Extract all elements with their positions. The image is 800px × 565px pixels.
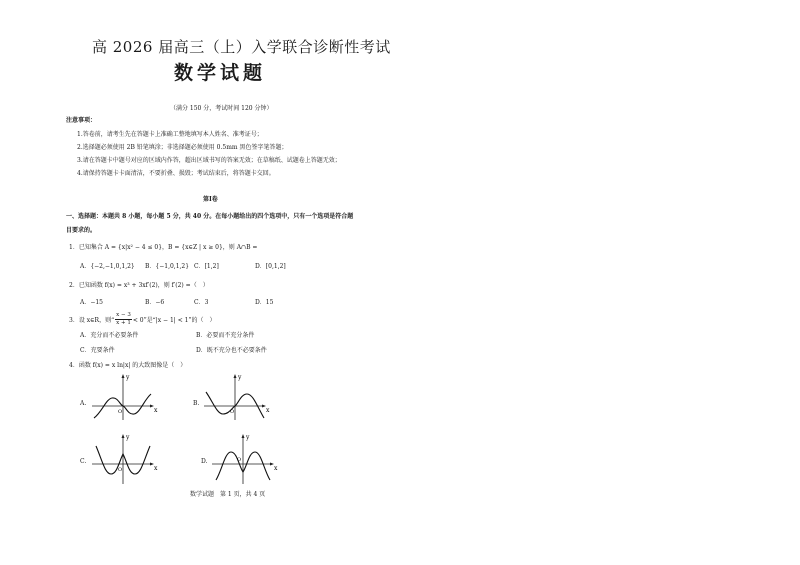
q3-option-c: C．充要条件 [80,347,115,354]
graph-c-label: C. [80,458,87,465]
graph-b-origin: O [230,409,235,415]
q3-fraction [115,312,132,327]
q1-option-a: A．{−2,−1,0,1,2} [80,263,135,270]
graph-a-origin: O [118,409,123,415]
q3-option-b: B．必要而不充分条件 [196,332,255,339]
graph-a-label: A. [80,400,87,407]
subject-title: 数学试题 [174,62,267,84]
q3-option-d: D．既不充分也不必要条件 [196,347,267,354]
q1-option-b: B．{−1,0,1,2} [145,263,190,270]
question-1-stem: 1．已知集合 A = {x|x² − 4 ≤ 0}，B = {x∈Z | x ≥ 0}，则 A∩B = [69,244,258,251]
note-item: 2.选择题必须使用 2B 铅笔填涂；非选择题必须使用 0.5mm 黑色签字笔答题； [77,144,288,151]
graph-c-x-label: x [154,465,158,472]
q2-option-b: B．−6 [145,299,165,306]
graph-d-x-label: x [274,465,278,472]
graph-d-y-label: y [246,434,250,441]
graph-b-x-label: x [266,407,270,414]
graph-d-label: D. [201,458,208,465]
q3-fraction-denominator: x + 1 [116,319,131,326]
graph-c [88,432,158,487]
note-item: 4.请保持答题卡卡面清洁，不要折叠、损毁；考试结束后，将答题卡交回。 [77,170,275,177]
graph-d-origin: O [237,457,242,463]
q2-option-a: A．−15 [80,299,103,306]
section-heading-cont: 目要求的。 [66,227,97,234]
q3-option-a: A．充分而不必要条件 [80,332,139,339]
volume-heading: 第Ⅰ卷 [203,196,218,203]
q3-stem-prefix: 3．设 x∈R，则“ [69,316,115,324]
graph-d [208,432,278,487]
notes-heading: 注意事项： [66,117,97,124]
q1-option-d: D．[0,1,2] [255,263,286,270]
note-item: 3.请在答题卡中题号对应的区域内作答，超出区域书写的答案无效；在草稿纸、试题卷上答题无效； [77,157,341,164]
question-2-stem: 2．已知函数 f(x) = x³ + 3xf′(2)，则 f′(2) =（ ） [69,282,209,289]
q3-stem-suffix: < 0”是“|x − 1| < 1”的（ ） [132,316,216,324]
graph-a-y-arrow [122,374,125,378]
graph-a-y-label: y [126,374,130,381]
q3-fraction-numerator: x − 3 [116,311,131,318]
graph-a-x-label: x [154,407,158,414]
note-item: 1.答卷前，请考生先在答题卡上准确工整地填写本人姓名、准考证号； [77,131,263,138]
graph-b-y-label: y [238,374,242,381]
section-heading: 一、选择题：本题共 8 小题，每小题 5 分，共 40 分。在每小题给出的四个选项中，只有一个选项是符合题 [66,213,354,220]
page-footer: 数学试题 第 1 页，共 4 页 [190,491,266,498]
exam-title: 高 2026 届高三（上）入学联合诊断性考试 [92,38,391,56]
graph-c-y-label: y [126,434,130,441]
graph-b-label: B. [193,400,200,407]
graph-b-y-arrow [234,374,237,378]
question-4-stem: 4．函数 f(x) = x ln|x| 的大致图像是（ ） [69,362,187,369]
graph-c-y-arrow [122,434,125,438]
question-3-stem [69,310,216,328]
score-time-note: （满分 150 分，考试时间 120 分钟） [170,105,273,112]
graph-b [200,372,270,422]
graph-c-origin: O [118,467,123,473]
q2-option-d: D．15 [255,299,274,306]
q1-option-c: C．[1,2] [194,263,219,270]
graph-d-y-arrow [242,434,245,438]
graph-a [88,372,158,422]
q2-option-c: C．3 [194,299,209,306]
